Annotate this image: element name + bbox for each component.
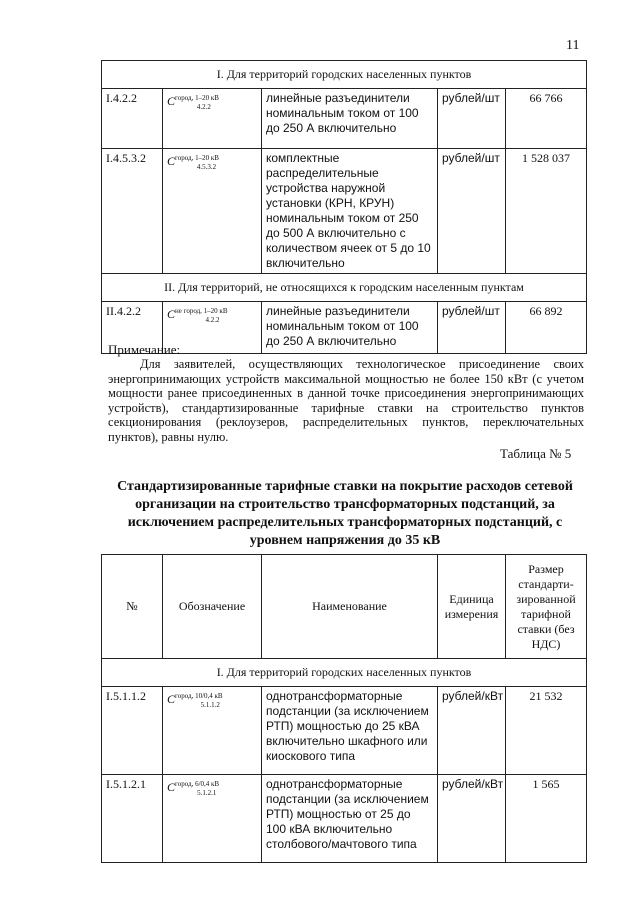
table-row [102, 775, 587, 863]
page-number: 11 [566, 38, 580, 53]
table-row [102, 89, 587, 149]
tariff-table-4 [101, 60, 587, 354]
row-unit: рублей/шт [438, 89, 506, 149]
row-name: комплектные распределительные устройства наружной установки (КРН, КРУН) номинальным током от 250 до 500 А включительно с количеством ячеек от 5 до 10 включительно [262, 149, 438, 274]
tariff-symbol: $C^{город, 1-20 кВ}_{4.2.2}$ [163, 89, 262, 149]
col-header-rate: Размер стандарти-зированной тарифной ставки (без НДС) [506, 555, 587, 659]
row-code: I.4.5.3.2 [102, 149, 163, 274]
table-row [102, 149, 587, 274]
row-code: I.5.1.2.1 [102, 775, 163, 863]
table-header-row [102, 555, 587, 659]
row-value: 1 528 037 [506, 149, 587, 274]
tariff-symbol: $C^{город, 1-20 кВ}_{4.5.3.2}$ [163, 149, 262, 274]
section-header-nonurban: II. Для территорий, не относящихся к городским населенным пунктам [102, 274, 587, 302]
row-value: 1 565 [506, 775, 587, 863]
tariff-symbol: $C^{город, 6/0,4 кВ}_{5.1.2.1}$ [163, 775, 262, 863]
section-header-urban: I. Для территорий городских населенных пунктов [102, 659, 587, 687]
row-code: II.4.2.2 [102, 302, 163, 354]
row-value: 21 532 [506, 687, 587, 775]
note-text: Для заявителей, осуществляющих технологическое присоединение своих энергопринимающих устройств максимальной мощностью не более 150 кВт (с учетом мощности ранее присоединенных в данной точке присоединения энергопринимающих устройств), стандартизированные тарифные ставки на строительство пунктов секционирования (реклоузеров, распределительных пунктов, переключательных пунктов), равны нулю. [108, 357, 584, 444]
section-header-urban: I. Для территорий городских населенных пунктов [102, 61, 587, 89]
row-name: линейные разъединители номинальным током от 100 до 250 А включительно [262, 302, 438, 354]
row-name: однотрансформаторные подстанции (за исключением РТП) мощностью от 25 до 100 кВА включительно столбового/мачтового типа [262, 775, 438, 863]
col-header-num: № [102, 555, 163, 659]
table-row [102, 687, 587, 775]
row-value: 66 892 [506, 302, 587, 354]
note-title: Примечание: [108, 342, 181, 357]
row-unit: рублей/кВт [438, 775, 506, 863]
row-code: I.5.1.1.2 [102, 687, 163, 775]
col-header-designation: Обозначение [163, 555, 262, 659]
row-name: однотрансформаторные подстанции (за исключением РТП) мощностью до 25 кВА включительно шкафного или киоскового типа [262, 687, 438, 775]
tariff-symbol: $C^{не город, 1-20 кВ}_{4.2.2}$ [163, 302, 262, 354]
row-unit: рублей/кВт [438, 687, 506, 775]
row-unit: рублей/шт [438, 302, 506, 354]
tariff-table-5 [101, 554, 587, 863]
row-code: I.4.2.2 [102, 89, 163, 149]
row-value: 66 766 [506, 89, 587, 149]
tariff-symbol: $C^{город, 10/0,4 кВ}_{5.1.1.2}$ [163, 687, 262, 775]
col-header-unit: Единица измерения [438, 555, 506, 659]
row-name: линейные разъединители номинальным током от 100 до 250 А включительно [262, 89, 438, 149]
table-heading: Стандартизированные тарифные ставки на покрытие расходов сетевой организации на строительство трансформаторных подстанций, за исключением распределительных трансформаторных подстанций, с уровнем напряжения до 35 кВ [117, 479, 573, 548]
col-header-name: Наименование [262, 555, 438, 659]
row-unit: рублей/шт [438, 149, 506, 274]
table-label: Таблица № 5 [500, 446, 572, 461]
